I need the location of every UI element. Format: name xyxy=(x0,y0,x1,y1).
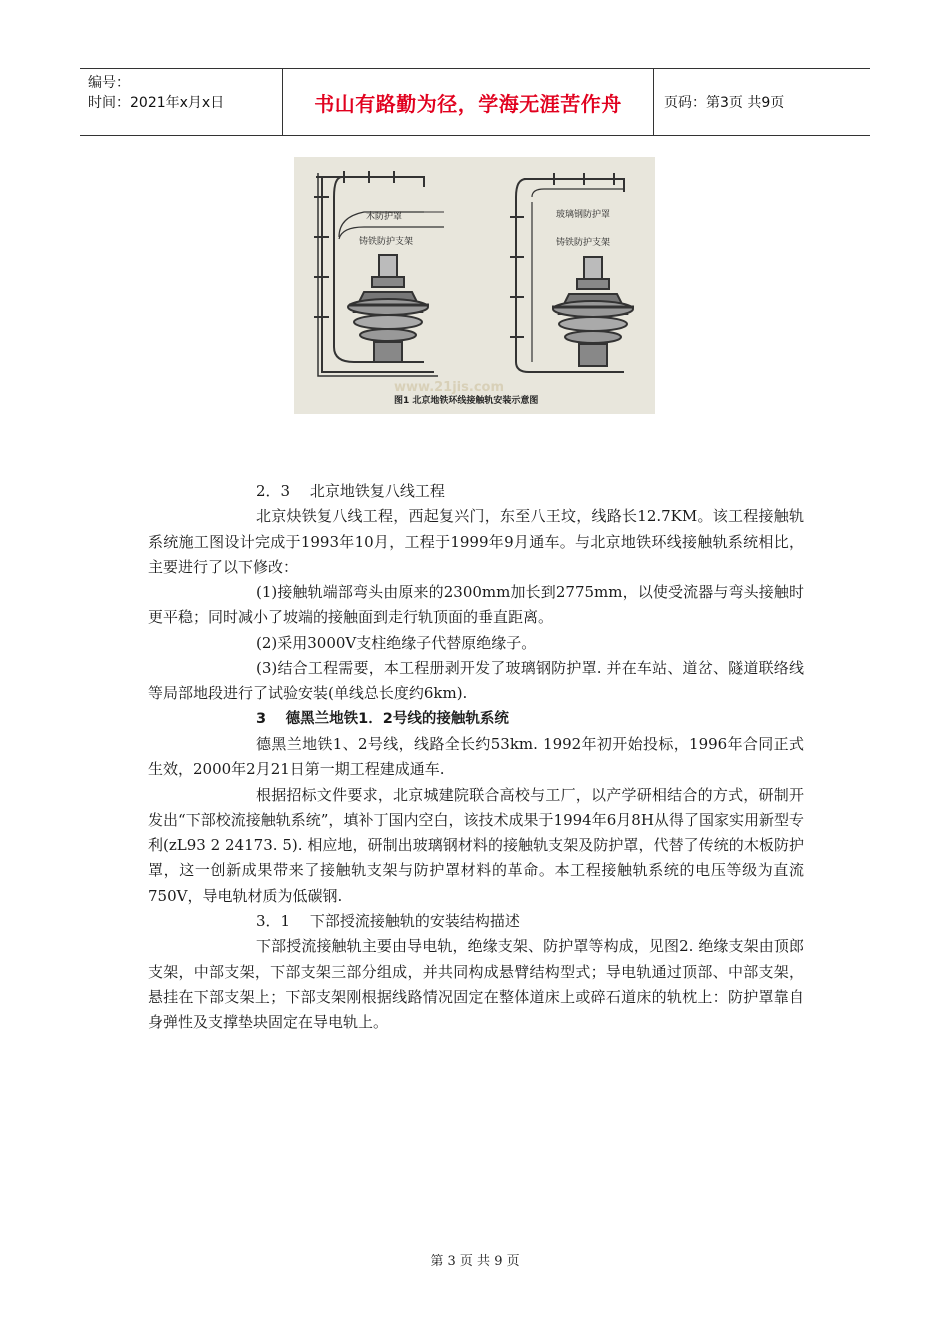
header-meta xyxy=(80,69,282,135)
paragraph-fuba-line-intro: 北京炔铁复八线工程，西起复兴门，东至八王坟，线路长12.7KM。该工程接触轨系统施工图设计完成于1993年10月，工程于1999年9月通车。与北京地铁环线接触轨系统相比，主要进行了以下修改： xyxy=(148,507,804,576)
header-page-cell xyxy=(654,69,870,135)
contact-rail-diagram xyxy=(294,157,655,414)
label-cast-iron-bracket-left: 铸铁防护支架 xyxy=(359,237,414,247)
document-header xyxy=(80,68,870,136)
date-label: 时间：2021年x月x日 xyxy=(88,95,225,111)
section-heading-3: 3 德黑兰地铁1．2号线的接触轨系统 xyxy=(256,710,509,727)
header-slogan: 书山有路勤为径，学海无涯苦作舟 xyxy=(314,91,622,116)
paragraph-tehran-overview: 德黑兰地铁1、2号线，线路全长约53km. 1992年初开始投标，1996年合同正式生效，2000年2月21日第一期工程建成通车. xyxy=(148,734,804,779)
label-wood-cover: 木防护罩 xyxy=(366,212,403,222)
label-cast-iron-bracket-right: 铸铁防护支架 xyxy=(556,238,611,248)
body-text xyxy=(148,479,804,1036)
section-heading-3-1: 3．1 下部授流接触轨的安装结构描述 xyxy=(256,912,520,931)
section-heading-2-3: 2．3 北京地铁复八线工程 xyxy=(256,482,445,500)
paragraph-installation-structure: 下部授流接触轨主要由导电轨，绝缘支架、防护罩等构成，见图2. 绝缘支架由顶郎支架，中部支架，下部支架三部分组成，并共同构成悬臂结构型式；导电轨通过顶部、中部支架，悬挂在下部支架上；下部支架刚根据线路情况固定在整体道床上或碎石道床的轨枕上：防护罩靠自身弹性及支撑垫块固定在导电轨上。 xyxy=(148,937,804,1032)
paragraph-modification-2: (2)采用3000V支柱绝缘子代替原绝缘子。 xyxy=(256,633,537,652)
left-installation-drawing xyxy=(314,171,444,376)
serial-number-label: 编号： xyxy=(88,75,130,91)
header-page-number: 页码：第3页 共9页 xyxy=(664,95,785,111)
paragraph-tehran-research: 根据招标文件要求，北京城建院联合高校与工厂，以产学研相结合的方式，研制开发出“下部校流接触轨系统”，填补丁国内空白，该技术成果于1994年6月8H从得了国家实用新型专利(zL93 2 24173. 5). 相应地，研制出玻璃钢材料的接触轨支架及防护罩，代替了传统的木板防护罩，这一创新成果带来了接触轨支架与防护罩材料的革命。本工程接触轨系统的电压等级为直流750V，导电轨材质为低碳钢. xyxy=(148,785,804,905)
contact-rail-figure xyxy=(294,157,655,414)
paragraph-modification-3: (3)结合工程需要，本工程册剥开发了玻璃钢防护罩. 并在车站、道岔、隧道联络线等局部地段进行了试验安装(单线总长度约6km). xyxy=(148,659,804,703)
right-installation-drawing xyxy=(510,173,634,372)
label-fiberglass-cover: 玻璃钢防护罩 xyxy=(556,210,611,220)
page-footer: 第 3 页 共 9 页 xyxy=(430,1254,520,1269)
header-slogan-cell xyxy=(282,69,654,135)
figure-watermark: www.21jis.com xyxy=(394,380,504,395)
paragraph-modification-1: (1)接触轨端部弯头由原来的2300mm加长到2775mm，以使受流器与弯头接触时更平稳；同时减小了坡端的接触面到走行轨顶面的垂直距离。 xyxy=(148,583,804,627)
figure-caption: 图1 北京地铁环线接触轨安装示意图 xyxy=(394,396,539,406)
